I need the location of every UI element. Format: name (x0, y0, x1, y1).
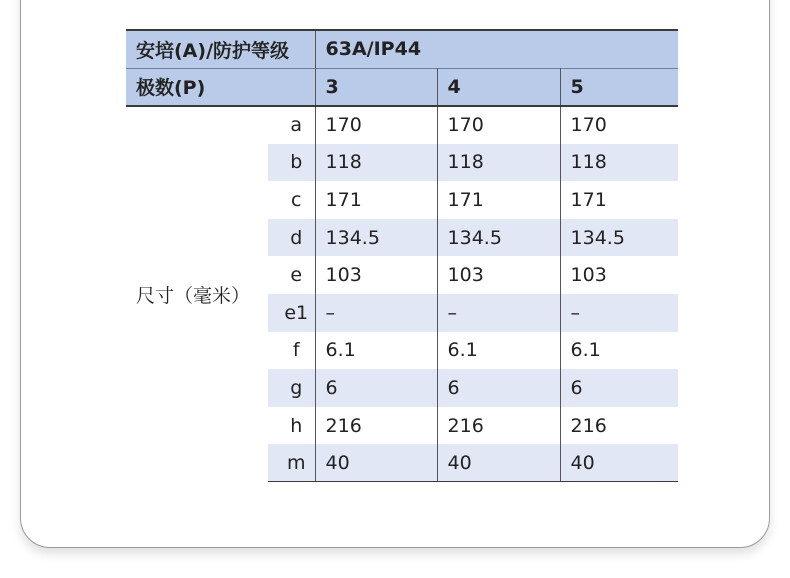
pole-4: 4 (437, 68, 560, 106)
dimension-value: 103 (437, 256, 560, 294)
dimension-key: b (268, 144, 315, 182)
pole-5: 5 (560, 68, 678, 106)
dimension-value: 134.5 (437, 219, 560, 257)
dimension-value: – (437, 294, 560, 332)
dimension-value: 134.5 (560, 219, 678, 257)
dimension-value: 103 (560, 256, 678, 294)
dimension-value: 170 (315, 106, 437, 144)
dimension-key: a (268, 106, 315, 144)
dimension-key: g (268, 369, 315, 407)
dimension-value: 171 (315, 181, 437, 219)
dimension-value: – (315, 294, 437, 332)
dimension-value: 40 (437, 444, 560, 482)
dimension-value: 6 (437, 369, 560, 407)
rating-label: 安培(A)/防护等级 (126, 30, 315, 68)
dimension-value: 118 (315, 144, 437, 182)
dimension-value: – (560, 294, 678, 332)
dimension-value: 103 (315, 256, 437, 294)
dimension-value: 6 (560, 369, 678, 407)
dimension-key: e (268, 256, 315, 294)
dimension-value: 170 (437, 106, 560, 144)
dimension-label: 尺寸（毫米） (126, 106, 268, 482)
dimension-value: 40 (560, 444, 678, 482)
poles-label: 极数(P) (126, 68, 315, 106)
spec-table (126, 29, 678, 482)
pole-3: 3 (315, 68, 437, 106)
dimension-value: 6 (315, 369, 437, 407)
dimension-value: 118 (437, 144, 560, 182)
dimension-value: 6.1 (437, 332, 560, 370)
dimension-value: 171 (560, 181, 678, 219)
dimension-key: d (268, 219, 315, 257)
dimension-key: c (268, 181, 315, 219)
dimension-key: e1 (268, 294, 315, 332)
header-row-rating (126, 30, 678, 68)
dimension-value: 40 (315, 444, 437, 482)
dimension-value: 216 (560, 407, 678, 445)
table-row (126, 106, 678, 144)
dimension-value: 118 (560, 144, 678, 182)
dimension-key: h (268, 407, 315, 445)
dimension-key: m (268, 444, 315, 482)
dimension-value: 171 (437, 181, 560, 219)
dimension-value: 6.1 (315, 332, 437, 370)
header-row-poles (126, 68, 678, 106)
dimension-value: 134.5 (315, 219, 437, 257)
dimension-value: 170 (560, 106, 678, 144)
dimension-value: 6.1 (560, 332, 678, 370)
rating-value: 63A/IP44 (315, 30, 678, 68)
dimension-value: 216 (315, 407, 437, 445)
dimension-value: 216 (437, 407, 560, 445)
dimension-key: f (268, 332, 315, 370)
